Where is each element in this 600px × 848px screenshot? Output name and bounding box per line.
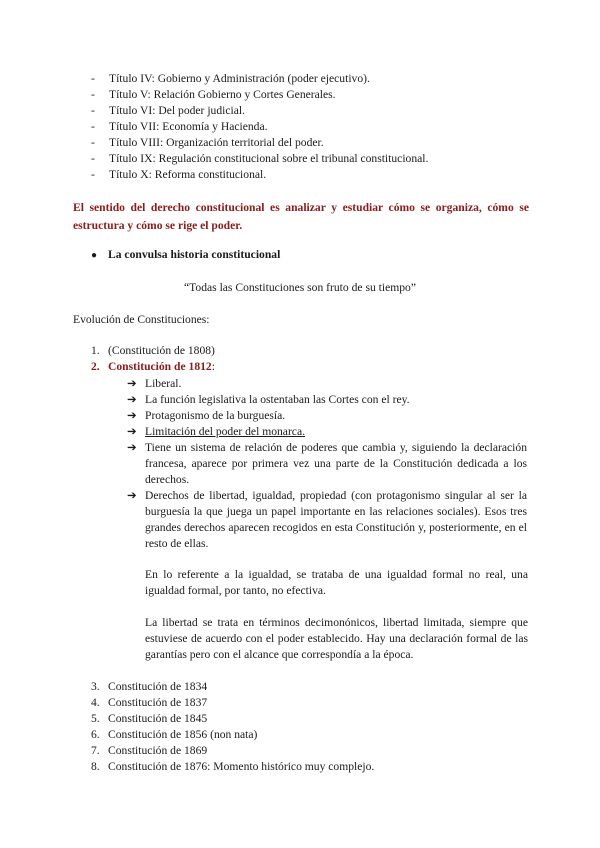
- titulo-text: Título IX: Regulación constitucional sobre el tribunal constitucional.: [109, 152, 429, 165]
- bullet-icon: ●: [91, 250, 98, 261]
- arrow-icon: ➔: [127, 489, 137, 502]
- quote: “Todas las Constituciones son fruto de su tiempo”: [184, 281, 416, 294]
- item-number: 8.: [91, 760, 100, 773]
- paragraph-igualdad: En lo referente a la igualdad, se trataba de una igualdad formal no real, una igualdad formal, por tanto, no efectiva.: [145, 568, 528, 597]
- item-suffix: :: [211, 360, 215, 373]
- titulo-text: Título VII: Economía y Hacienda.: [109, 120, 268, 133]
- item-text: Constitución de 1812: [108, 360, 212, 373]
- item-text: Tiene un sistema de relación de poderes que cambia y, siguiendo la declaración francesa, aparece por primera vez una parte de la Constitución dedicada a los derechos.: [145, 441, 527, 486]
- section-heading-text: La convulsa historia constitucional: [108, 248, 281, 261]
- list-item: [91, 119, 428, 135]
- arrow-icon: ➔: [127, 393, 137, 406]
- list-item: [127, 408, 527, 424]
- titulo-text: Título X: Reforma constitucional.: [109, 168, 267, 181]
- list-item: [127, 392, 527, 408]
- list-item: [91, 87, 428, 103]
- item-text: Constitución de 1876: Momento histórico muy complejo.: [108, 760, 375, 773]
- dash-marker: -: [91, 120, 95, 133]
- constituciones-list-bottom: [91, 679, 374, 775]
- dash-marker: -: [91, 152, 95, 165]
- item-number: 2.: [91, 360, 100, 373]
- section-heading: [91, 248, 280, 261]
- titulo-text: Título IV: Gobierno y Administración (poder ejecutivo).: [109, 72, 370, 85]
- dash-marker: -: [91, 168, 95, 181]
- list-item: [91, 759, 374, 775]
- list-item: [91, 359, 215, 375]
- item-text: (Constitución de 1808): [108, 344, 215, 357]
- list-item: [127, 376, 527, 392]
- dash-marker: -: [91, 104, 95, 117]
- item-text: Protagonismo de la burguesía.: [145, 409, 286, 422]
- item-number: 1.: [91, 344, 100, 357]
- titulo-text: Título VI: Del poder judicial.: [109, 104, 245, 117]
- item-text: Limitación del poder del monarca.: [145, 425, 305, 438]
- item-text: Constitución de 1845: [108, 712, 208, 725]
- list-item: [91, 679, 374, 695]
- item-number: 5.: [91, 712, 100, 725]
- titulo-text: Título VIII: Organización territorial del poder.: [109, 136, 324, 149]
- list-item: [127, 424, 527, 440]
- constituciones-list-top: [91, 343, 215, 375]
- list-item: [127, 440, 527, 488]
- item-number: 6.: [91, 728, 100, 741]
- dash-marker: -: [91, 88, 95, 101]
- titulos-list: [91, 71, 428, 183]
- item-text: La función legislativa la ostentaban las Cortes con el rey.: [145, 393, 410, 406]
- list-item: [91, 151, 428, 167]
- item-text: Liberal.: [145, 377, 182, 390]
- item-text: Constitución de 1834: [108, 680, 208, 693]
- arrow-icon: ➔: [127, 377, 137, 390]
- item-number: 7.: [91, 744, 100, 757]
- item-text: Constitución de 1856 (non nata): [108, 728, 258, 741]
- list-item: [127, 488, 527, 552]
- constitucion-1812-features: [127, 376, 527, 552]
- highlight-statement: El sentido del derecho constitucional es analizar y estudiar cómo se organiza, cómo se estructura y cómo se rige el poder.: [73, 201, 529, 232]
- list-item: [91, 727, 374, 743]
- arrow-icon: ➔: [127, 409, 137, 422]
- titulo-text: Título V: Relación Gobierno y Cortes Generales.: [109, 88, 336, 101]
- arrow-icon: ➔: [127, 425, 137, 438]
- list-item: [91, 103, 428, 119]
- item-text: Derechos de libertad, igualdad, propiedad (con protagonismo singular al ser la burguesía la que juega un papel importante en las relaciones sociales). Esos tres grandes derechos aparecen recogidos en esta Constitución y, posteriormente, en el resto de ellas.: [145, 489, 527, 550]
- dash-marker: -: [91, 136, 95, 149]
- arrow-icon: ➔: [127, 441, 137, 454]
- item-text: Constitución de 1869: [108, 744, 208, 757]
- list-item: [91, 71, 428, 87]
- list-item: [91, 695, 374, 711]
- evolution-label: Evolución de Constituciones:: [73, 313, 210, 326]
- list-item: [91, 135, 428, 151]
- list-item: [91, 743, 374, 759]
- list-item: [91, 167, 428, 183]
- dash-marker: -: [91, 72, 95, 85]
- paragraph-libertad: La libertad se trata en términos decimonónicos, libertad limitada, siempre que estuviese de acuerdo con el poder establecido. Hay una declaración formal de las garantías pero con el alcance que correspondía a la época.: [145, 616, 528, 661]
- item-text: Constitución de 1837: [108, 696, 208, 709]
- item-number: 3.: [91, 680, 100, 693]
- item-number: 4.: [91, 696, 100, 709]
- list-item: [91, 343, 215, 359]
- list-item: [91, 711, 374, 727]
